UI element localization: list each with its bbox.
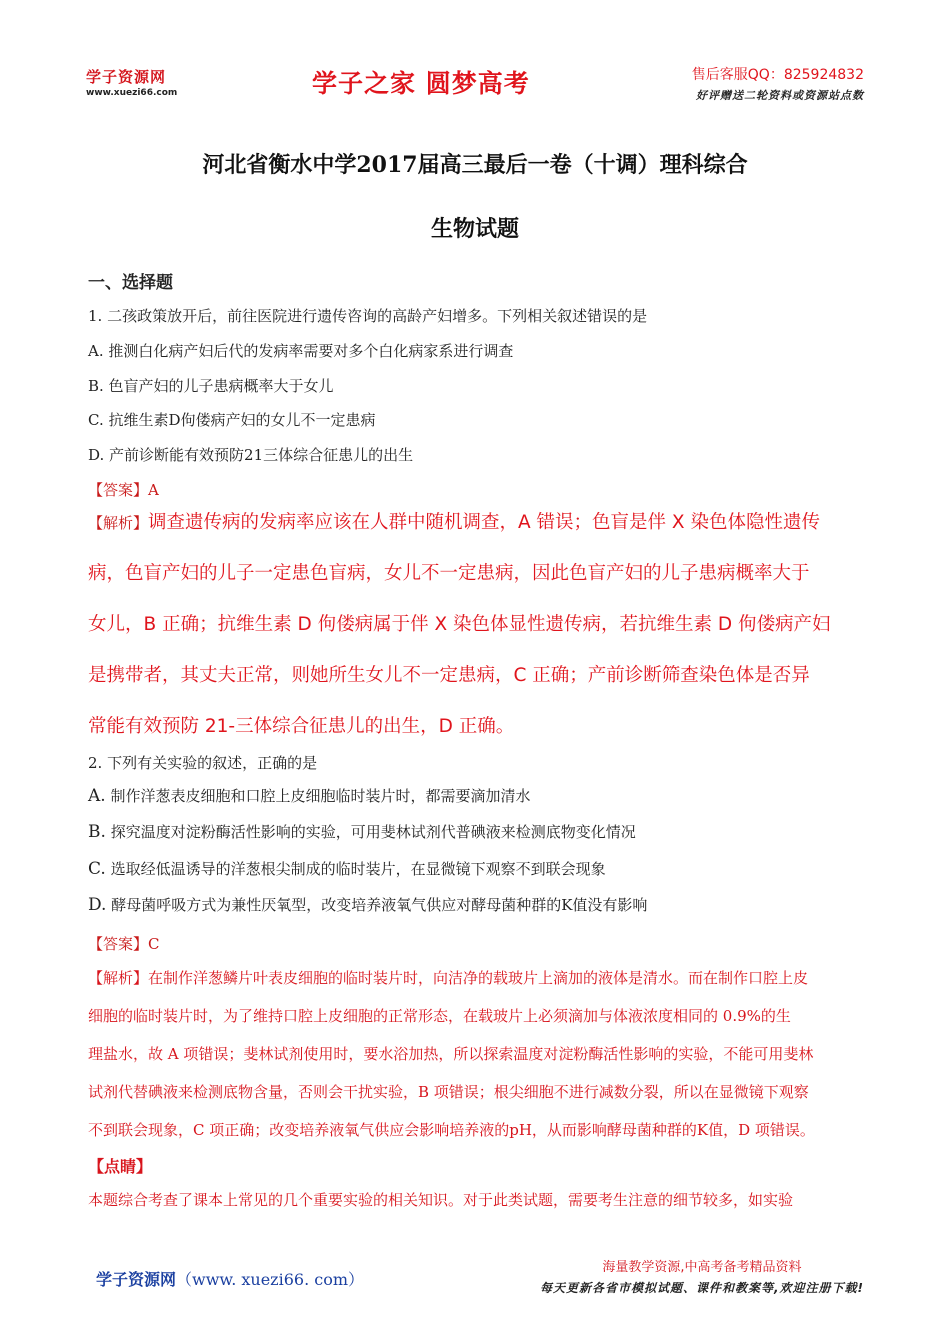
- footer-promo: [540, 1256, 864, 1296]
- q2-answer-label: 【答案】: [88, 935, 149, 953]
- q2-answer-value: C: [148, 935, 160, 953]
- q1-analysis-line-2: 病，色盲产妇的儿子一定患色盲病，女儿不一定患病，因此色盲产妇的儿子患病概率大于: [88, 563, 810, 584]
- q1-analysis-line-4: 是携带者，其丈夫正常，则她所生女儿不一定患病，C 正确；产前诊断筛查染色体是否异: [88, 665, 810, 686]
- support-qq: 售后客服QQ：825924832: [691, 67, 864, 83]
- footer-promo-title: 海量教学资源,中高考备考精品资料: [602, 1260, 802, 1275]
- q2-option-b: [88, 821, 636, 842]
- q1-answer: [88, 479, 159, 500]
- q2-option-b-letter: B.: [88, 822, 106, 842]
- header-contact: [692, 64, 864, 103]
- q2-stem: 2. 下列有关实验的叙述，正确的是: [88, 754, 318, 772]
- q2-analysis-line-2: 细胞的临时装片时，为了维持口腔上皮细胞的正常形态，在载玻片上必须滴加与体液浓度相同的 0.9%的生: [88, 1007, 791, 1025]
- q2-option-a-letter: A.: [88, 786, 106, 806]
- footer-url: （www. xuezi66. com）: [176, 1270, 365, 1289]
- q2-analysis-line-1: [88, 967, 868, 988]
- q2-analysis-text-1: 在制作洋葱鳞片叶表皮细胞的临时装片时，向洁净的载玻片上滴加的液体是清水。而在制作口腔上皮: [148, 969, 809, 987]
- q1-option-c: C. 抗维生素D佝偻病产妇的女儿不一定患病: [88, 411, 376, 429]
- q1-answer-label: 【答案】: [88, 481, 149, 499]
- q2-analysis-line-4: 试剂代替碘液来检测底物含量，否则会干扰实验，B 项错误；根尖细胞不进行减数分裂，所以在显微镜下观察: [88, 1083, 809, 1101]
- q2-dianjing-text: 本题综合考查了课本上常见的几个重要实验的相关知识。对于此类试题，需要考生注意的细节较多，如实验: [88, 1191, 794, 1209]
- q1-option-d: D. 产前诊断能有效预防21三体综合征患儿的出生: [88, 446, 414, 464]
- q2-answer: [88, 933, 160, 954]
- q1-option-b: B. 色盲产妇的儿子患病概率大于女儿: [88, 377, 334, 395]
- q2-analysis-line-5: 不到联会现象，C 项正确；改变培养液氧气供应会影响培养液的pH，从而影响酵母菌种群的K值，D 项错误。: [88, 1121, 815, 1139]
- footer-brand-name: 学子资源网: [96, 1270, 177, 1289]
- q2-option-c-text: 选取经低温诱导的洋葱根尖制成的临时装片，在显微镜下观察不到联会现象: [110, 860, 606, 878]
- q1-analysis-line-5: 常能有效预防 21-三体综合征患儿的出生，D 正确。: [88, 716, 515, 737]
- q2-option-c: [88, 858, 606, 879]
- q2-option-d-text: 酵母菌呼吸方式为兼性厌氧型，改变培养液氧气供应对酵母菌种群的K值没有影响: [111, 896, 648, 914]
- footer-brand: [96, 1267, 364, 1290]
- footer-promo-text: 每天更新各省市模拟试题、课件和教案等,欢迎注册下载!: [539, 1281, 864, 1295]
- q1-stem: 1. 二孩政策放开后，前往医院进行遗传咨询的高龄产妇增多。下列相关叙述错误的是: [88, 307, 648, 325]
- q1-analysis-line-3: 女儿，B 正确；抗维生素 D 佝偻病属于伴 X 染色体显性遗传病，若抗维生素 D 佝偻病产妇: [88, 614, 831, 635]
- q1-analysis-label: 【解析】: [88, 514, 149, 532]
- review-tip: 好评赠送二轮资料或资源站点数: [696, 89, 864, 102]
- q2-option-d-letter: D.: [88, 895, 107, 915]
- q2-dianjing-label: 【点睛】: [88, 1157, 153, 1176]
- page-title: 河北省衡水中学2017届高三最后一卷（十调）理科综合: [202, 152, 748, 178]
- q1-option-a: A. 推测白化病产妇后代的发病率需要对多个白化病家系进行调查: [88, 342, 514, 360]
- site-logo: [86, 66, 177, 98]
- section-heading: 一、选择题: [88, 273, 173, 293]
- q2-option-a-text: 制作洋葱表皮细胞和口腔上皮细胞临时装片时，都需要滴加清水: [110, 787, 531, 805]
- q1-analysis-text-1: 调查遗传病的发病率应该在人群中随机调查，A 错误；色盲是伴 X 染色体隐性遗传: [148, 512, 820, 533]
- q2-option-c-letter: C.: [88, 859, 106, 879]
- page-subtitle: 生物试题: [430, 216, 519, 242]
- logo-url: www.xuezi66.com: [86, 88, 178, 98]
- logo-name: 学子资源网: [86, 68, 167, 86]
- q2-option-b-text: 探究温度对淀粉酶活性影响的实验，可用斐林试剂代普碘液来检测底物变化情况: [110, 823, 636, 841]
- header-slogan: 学子之家 圆梦高考: [312, 69, 530, 98]
- q2-option-a: [88, 785, 530, 806]
- q2-analysis-line-3: 理盐水，故 A 项错误；斐林试剂使用时，要水浴加热，所以探索温度对淀粉酶活性影响的实验，不能可用斐林: [88, 1045, 814, 1063]
- q2-option-d: [88, 894, 647, 915]
- q2-analysis-label: 【解析】: [88, 969, 149, 987]
- q1-analysis-line-1: [88, 508, 863, 534]
- q1-answer-value: A: [148, 481, 159, 499]
